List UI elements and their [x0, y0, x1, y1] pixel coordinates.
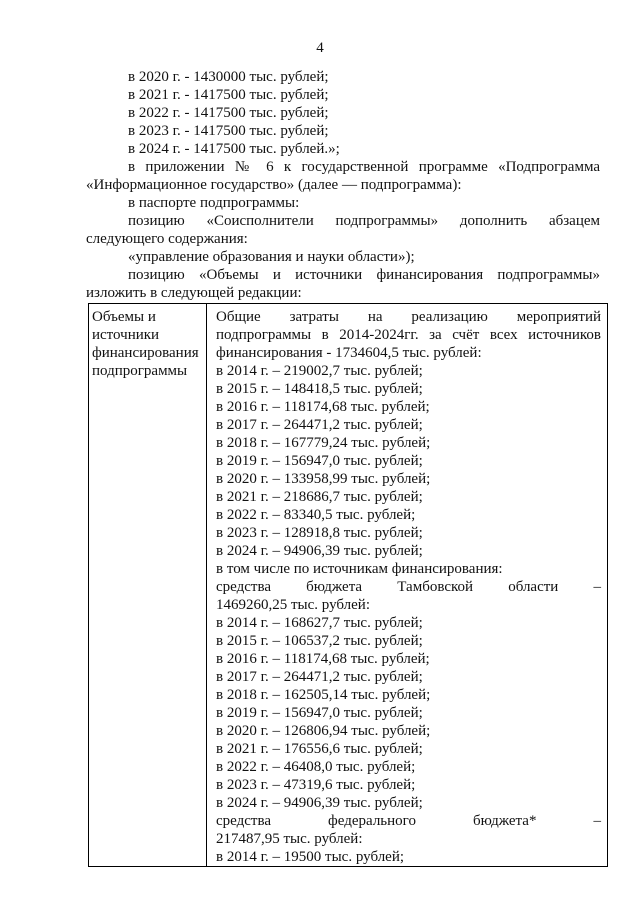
quote-paragraph: «управление образования и науки области»);: [128, 249, 415, 265]
summary-line1: Общие затраты на реализацию мероприятий: [216, 309, 601, 325]
total-year-line: в 2022 г. – 83340,5 тыс. рублей;: [216, 507, 416, 523]
summary-line3: финансирования - 1734604,5 тыс. рублей:: [216, 345, 482, 361]
regional-year-line: в 2017 г. – 264471,2 тыс. рублей;: [216, 669, 423, 685]
federal-budget-line1: средства федерального бюджета* –: [216, 813, 601, 829]
total-year-line: в 2020 г. – 133958,99 тыс. рублей;: [216, 471, 431, 487]
regional-year-line: в 2021 г. – 176556,6 тыс. рублей;: [216, 741, 423, 757]
label-line: подпрограммы: [92, 363, 188, 379]
regional-year-line: в 2024 г. – 94906,39 тыс. рублей;: [216, 795, 423, 811]
annex-paragraph-line1: в приложении № 6 к государственной программе «Подпрограмма: [128, 159, 600, 175]
regional-year-line: в 2020 г. – 126806,94 тыс. рублей;: [216, 723, 431, 739]
regional-budget-line2: 1469260,25 тыс. рублей:: [216, 597, 370, 613]
regional-year-line: в 2015 г. – 106537,2 тыс. рублей;: [216, 633, 423, 649]
position2-paragraph-line1: позицию «Объемы и источники финансирования подпрограммы»: [128, 267, 600, 283]
total-year-line: в 2016 г. – 118174,68 тыс. рублей;: [216, 399, 430, 415]
label-line: источники: [92, 327, 160, 343]
regional-year-line: в 2019 г. – 156947,0 тыс. рублей;: [216, 705, 423, 721]
regional-year-line: в 2023 г. – 47319,6 тыс. рублей;: [216, 777, 416, 793]
passport-paragraph: в паспорте подпрограммы:: [128, 195, 300, 211]
page-number: 4: [316, 40, 324, 56]
intro-line-2021: в 2021 г. - 1417500 тыс. рублей;: [128, 87, 329, 103]
regional-year-line: в 2018 г. – 162505,14 тыс. рублей;: [216, 687, 431, 703]
summary-line2: подпрограммы в 2014-2024гг. за счёт всех источников: [216, 327, 601, 343]
table-row: [89, 304, 608, 867]
intro-line-2023: в 2023 г. - 1417500 тыс. рублей;: [128, 123, 329, 139]
total-year-line: в 2017 г. – 264471,2 тыс. рублей;: [216, 417, 423, 433]
position2-paragraph-line2: изложить в следующей редакции:: [86, 285, 302, 301]
federal-year-line: в 2014 г. – 19500 тыс. рублей;: [216, 849, 405, 865]
label-line: финансирования: [92, 345, 199, 361]
table-label-cell: [89, 304, 207, 867]
total-year-line: в 2019 г. – 156947,0 тыс. рублей;: [216, 453, 423, 469]
regional-year-line: в 2016 г. – 118174,68 тыс. рублей;: [216, 651, 430, 667]
total-year-line: в 2014 г. – 219002,7 тыс. рублей;: [216, 363, 423, 379]
label-line: Объемы и: [92, 309, 156, 325]
total-year-line: в 2024 г. – 94906,39 тыс. рублей;: [216, 543, 423, 559]
regional-budget-line1: средства бюджета Тамбовской области –: [216, 579, 601, 595]
position1-paragraph-line2: следующего содержания:: [86, 231, 248, 247]
total-year-line: в 2021 г. – 218686,7 тыс. рублей;: [216, 489, 423, 505]
intro-line-2022: в 2022 г. - 1417500 тыс. рублей;: [128, 105, 329, 121]
federal-budget-line2: 217487,95 тыс. рублей:: [216, 831, 363, 847]
table-content-cell: [207, 304, 608, 867]
regional-year-line: в 2014 г. – 168627,7 тыс. рублей;: [216, 615, 423, 631]
position1-paragraph-line1: позицию «Соисполнители подпрограммы» дополнить абзацем: [128, 213, 600, 229]
total-year-line: в 2018 г. – 167779,24 тыс. рублей;: [216, 435, 431, 451]
intro-line-2024: в 2024 г. - 1417500 тыс. рублей.»;: [128, 141, 340, 157]
total-year-line: в 2015 г. – 148418,5 тыс. рублей;: [216, 381, 423, 397]
total-year-line: в 2023 г. – 128918,8 тыс. рублей;: [216, 525, 423, 541]
intro-line-2020: в 2020 г. - 1430000 тыс. рублей;: [128, 69, 329, 85]
sources-header: в том числе по источникам финансирования:: [216, 561, 503, 577]
financing-table: [88, 303, 608, 867]
regional-year-line: в 2022 г. – 46408,0 тыс. рублей;: [216, 759, 416, 775]
annex-paragraph-line2: «Информационное государство» (далее — подпрограмма):: [86, 177, 462, 193]
